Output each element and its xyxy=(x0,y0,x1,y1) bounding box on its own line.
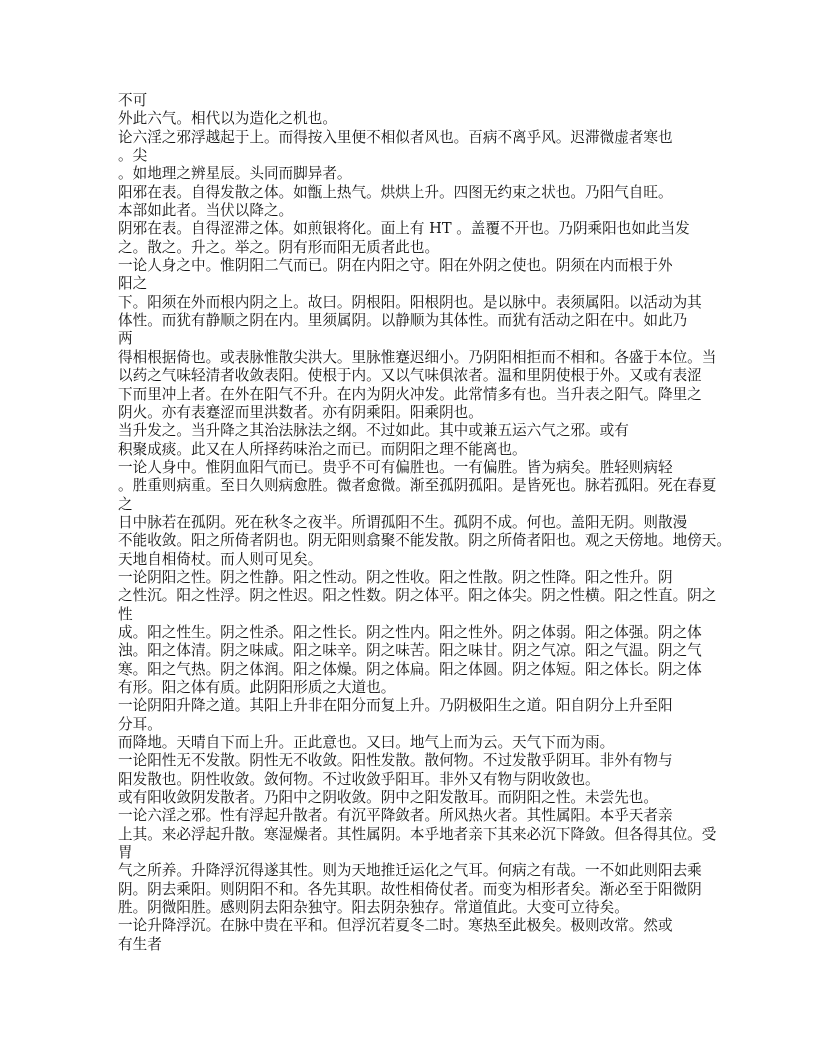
text-line: 性 xyxy=(118,605,133,623)
text-line: 上其。来必浮起升散。寒湿燥者。其性属阴。本乎地者亲下其来必沉下降敛。但各得其位。受 xyxy=(118,825,717,843)
text-line: 一论阴阳之性。阴之性静。阳之性动。阴之性收。阳之性散。阴之性降。阳之性升。阴 xyxy=(118,568,673,586)
text-line: 不能收敛。阳之所倚者阴也。阴无阳则翕聚不能发散。阴之所倚者阳也。观之天傍地。地傍天。 xyxy=(118,532,731,550)
text-line: 两 xyxy=(118,330,133,348)
text-line: 下。阳须在外而根内阴之上。故曰。阴根阳。阳根阴也。是以脉中。表须属阳。以活动为其 xyxy=(118,293,702,311)
text-line: 阳邪在表。自得发散之体。如甑上热气。烘烘上升。四图无约束之状也。乃阳气自旺。 xyxy=(118,183,673,201)
text-line: 一论人身中。惟阴血阳气而已。贵乎不可有偏胜也。一有偏胜。皆为病矣。胜轻则病轻 xyxy=(118,458,673,476)
text-line: 以药之气味轻清者收敛表阳。使根于内。又以气味俱浓者。温和里阴使根于外。又或有表涩 xyxy=(118,367,702,385)
text-line: 论六淫之邪浮越起于上。而得按入里便不相似者风也。百病不离乎风。迟滞微虚者寒也 xyxy=(118,128,673,146)
text-line: 之性沉。阳之性浮。阴之性迟。阳之性数。阴之体平。阳之体尖。阴之性横。阳之性直。阴之 xyxy=(118,587,717,605)
document-page xyxy=(118,92,731,954)
text-line: 分耳。 xyxy=(118,715,162,733)
text-line: 阳之 xyxy=(118,275,148,293)
text-line: 体性。而犹有静顺之阴在内。里须属阴。以静顺为其体性。而犹有活动之阳在中。如此乃 xyxy=(118,312,688,330)
text-line: 之 xyxy=(118,495,133,513)
text-line: 一论人身之中。惟阴阳二气而已。阴在内阳之守。阳在外阴之使也。阴须在内而根于外 xyxy=(118,257,673,275)
text-line: 而降地。天晴自下而上升。正此意也。又曰。地气上而为云。天气下而为雨。 xyxy=(118,734,615,752)
text-line: 阳发散也。阴性收敛。敛何物。不过收敛乎阳耳。非外又有物与阴收敛也。 xyxy=(118,770,600,788)
text-line: 天地自相倚杖。而人则可见矣。 xyxy=(118,550,323,568)
text-line: 一论升降浮沉。在脉中贵在平和。但浮沉若夏冬二时。寒热至此极矣。极则改常。然或 xyxy=(118,917,673,935)
text-line: 寒。阳之气热。阴之体润。阳之体燥。阴之体扁。阳之体圆。阴之体短。阳之体长。阴之体 xyxy=(118,660,702,678)
text-line: 外此六气。相代以为造化之机也。 xyxy=(118,110,337,128)
text-line: 有形。阳之体有质。此阴阳形质之大道也。 xyxy=(118,679,396,696)
text-line: 。如地理之辨星辰。头同而脚异者。 xyxy=(118,165,352,183)
text-line: 之。散之。升之。举之。阴有形而阳无质者此也。 xyxy=(118,238,440,256)
text-line: 有生者 xyxy=(118,935,162,953)
text-line: 日中脉若在孤阴。死在秋冬之夜半。所谓孤阳不生。孤阴不成。何也。盖阳无阴。则散漫 xyxy=(118,513,688,531)
text-line: 阴火。亦有表蹇涩而里洪数者。亦有阴乘阳。阳乘阴也。 xyxy=(118,403,483,421)
text-line: 当升发之。当升降之其治法脉法之纲。不过如此。其中或兼五运六气之邪。或有 xyxy=(118,422,629,440)
text-line: 不可 xyxy=(118,92,148,109)
text-line: 。尖 xyxy=(118,147,148,165)
text-line: 成。阳之性生。阴之性杀。阳之性长。阴之性内。阳之性外。阴之体弱。阳之体强。阴之体 xyxy=(118,623,702,641)
text-line: 阴邪在表。自得涩滞之体。如煎银将化。面上有 HT 。盖覆不开也。乃阴乘阳也如此当发 xyxy=(118,220,690,238)
text-line: 下而里冲上者。在外在阳气不升。在内为阴火冲发。此常情多有也。当升表之阳气。降里之 xyxy=(118,385,702,403)
text-line: 。胜重则病重。至日久则病愈胜。微者愈微。渐至孤阴孤阳。是皆死也。脉若孤阳。死在春夏 xyxy=(118,477,717,495)
text-line: 一论阳性无不发散。阴性无不收敛。阳性发散。散何物。不过发散乎阴耳。非外有物与 xyxy=(118,752,673,770)
text-line: 积聚成痰。此又在人所择药味治之而已。而阴阳之理不能离也。 xyxy=(118,440,527,458)
text-line: 胜。阴微阳胜。感则阴去阳杂独守。阳去阴杂独存。常道值此。大变可立待矣。 xyxy=(118,899,629,917)
text-line: 一论阴阳升降之道。其阳上升非在阳分而复上升。乃阴极阳生之道。阳自阴分上升至阳 xyxy=(118,697,673,715)
text-line: 一论六淫之邪。性有浮起升散者。有沉平降敛者。所风热火者。其性属阳。本乎天者亲 xyxy=(118,807,673,825)
text-line: 气之所养。升降浮沉得遂其性。则为天地推迁运化之气耳。何病之有哉。一不如此则阳去乘 xyxy=(118,862,702,880)
text-line: 浊。阳之体清。阴之味咸。阳之味辛。阴之味苦。阳之味甘。阴之气凉。阳之气温。阴之气 xyxy=(118,642,702,660)
text-line: 或有阳收敛阴发散者。乃阳中之阴收敛。阴中之阳发散耳。而阴阳之性。未尝先也。 xyxy=(118,789,658,807)
text-line: 得相根据倚也。或表脉惟散尖洪大。里脉惟蹇迟细小。乃阴阳相拒而不相和。各盛于本位。当 xyxy=(118,348,717,366)
text-line: 阴。阴去乘阳。则阴阳不和。各先其职。故性相倚仗者。而变为相形者矣。渐必至于阳微阴 xyxy=(118,880,702,898)
text-line: 胃 xyxy=(118,844,133,862)
text-line: 本部如此者。当伏以降之。 xyxy=(118,202,294,220)
